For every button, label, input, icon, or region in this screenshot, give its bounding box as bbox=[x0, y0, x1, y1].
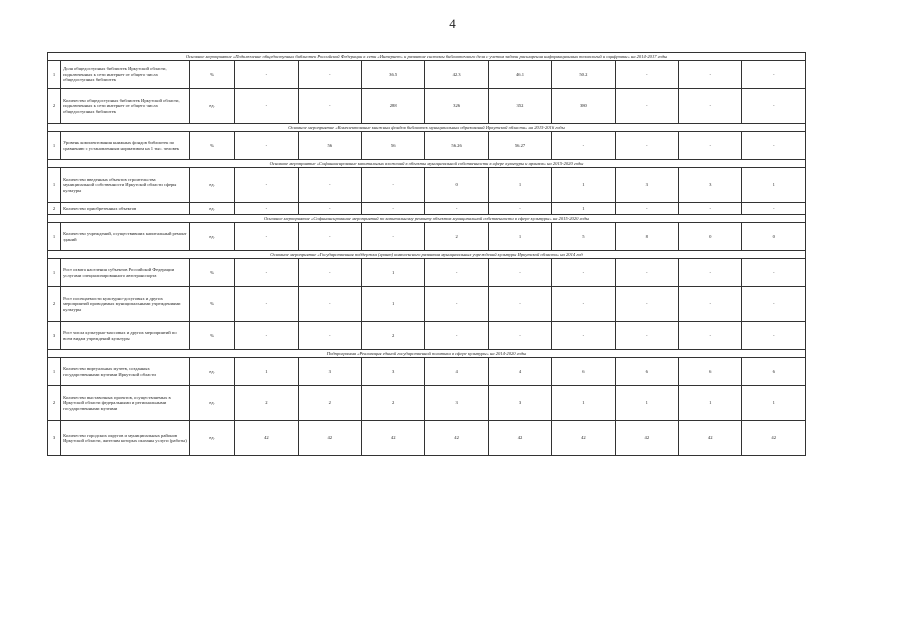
row-number: 2 bbox=[48, 287, 61, 322]
value-cell: 2 bbox=[298, 386, 361, 421]
unit-cell: % bbox=[189, 287, 234, 322]
section-title: Основное мероприятие «Подключение общедоступных библиотек Российской Федерации к сети «Интернет» и развитие системы библиотечного дела с учетом задачи расширения информационных технологий и оцифровки» на 2014-2017 годы bbox=[48, 53, 806, 61]
unit-cell: ед. bbox=[189, 386, 234, 421]
indicator-name: Количество общедоступных библиотек Иркутской области, подключенных к сети интернет от общего числа общедоступных библиотек bbox=[61, 89, 190, 124]
value-cell: - bbox=[742, 132, 806, 160]
indicator-name: Доля общедоступных библиотек Иркутской области, подключенных к сети интернет от общего числа общедоступных библиотек bbox=[61, 61, 190, 89]
value-cell: 46.1 bbox=[488, 61, 551, 89]
value-cell: - bbox=[488, 203, 551, 215]
value-cell: - bbox=[488, 259, 551, 287]
value-cell: - bbox=[298, 61, 361, 89]
value-cell: 56.27 bbox=[488, 132, 551, 160]
value-cell: 6 bbox=[615, 358, 678, 386]
value-cell: 56 bbox=[298, 132, 361, 160]
value-cell: - bbox=[298, 259, 361, 287]
value-cell: 42 bbox=[298, 421, 361, 456]
value-cell: 42 bbox=[235, 421, 298, 456]
unit-cell: ед. bbox=[189, 89, 234, 124]
value-cell: - bbox=[742, 287, 806, 322]
unit-cell: ед. bbox=[189, 421, 234, 456]
value-cell: 1 bbox=[552, 203, 615, 215]
unit-cell: % bbox=[189, 61, 234, 89]
indicator-name: Количество введенных объектов строительства муниципальной собственности Иркутской области сферы культуры bbox=[61, 168, 190, 203]
value-cell: 5 bbox=[552, 223, 615, 251]
value-cell: - bbox=[425, 287, 488, 322]
section-header-row bbox=[48, 53, 806, 61]
value-cell: 6 bbox=[742, 358, 806, 386]
row-number: 1 bbox=[48, 259, 61, 287]
indicator-name: Рост числа культурно-массовых и других мероприятий по всем видам учреждений культуры bbox=[61, 322, 190, 350]
table-row bbox=[48, 322, 806, 350]
value-cell: 1 bbox=[679, 386, 742, 421]
row-number: 1 bbox=[48, 223, 61, 251]
value-cell: - bbox=[298, 89, 361, 124]
value-cell: 56 bbox=[361, 132, 424, 160]
value-cell: - bbox=[615, 287, 678, 322]
indicator-name: Количество приобретенных объектов bbox=[61, 203, 190, 215]
value-cell: - bbox=[235, 132, 298, 160]
section-title: Основное мероприятие «Софинансирование капитальных вложений в объекты муниципальной собственности в сфере культуры и архивов» на 2015-2020 годы bbox=[48, 160, 806, 168]
value-cell: 2 bbox=[361, 386, 424, 421]
value-cell: - bbox=[679, 322, 742, 350]
value-cell: - bbox=[425, 322, 488, 350]
unit-cell: ед. bbox=[189, 223, 234, 251]
value-cell: 1 bbox=[361, 287, 424, 322]
value-cell: - bbox=[235, 259, 298, 287]
value-cell: - bbox=[235, 89, 298, 124]
value-cell: - bbox=[298, 203, 361, 215]
row-number: 2 bbox=[48, 89, 61, 124]
value-cell: - bbox=[615, 89, 678, 124]
value-cell: 6 bbox=[552, 358, 615, 386]
value-cell: 3 bbox=[615, 168, 678, 203]
value-cell: 2 bbox=[361, 322, 424, 350]
value-cell: 380 bbox=[552, 89, 615, 124]
unit-cell: % bbox=[189, 259, 234, 287]
value-cell: - bbox=[298, 287, 361, 322]
unit-cell: ед. bbox=[189, 203, 234, 215]
value-cell: 2 bbox=[235, 386, 298, 421]
section-header-row bbox=[48, 251, 806, 259]
unit-cell: ед. bbox=[189, 358, 234, 386]
value-cell: - bbox=[679, 89, 742, 124]
value-cell: 1 bbox=[235, 358, 298, 386]
row-number: 2 bbox=[48, 386, 61, 421]
indicators-table bbox=[47, 52, 806, 456]
value-cell: 42 bbox=[615, 421, 678, 456]
value-cell: - bbox=[425, 203, 488, 215]
value-cell: - bbox=[742, 259, 806, 287]
value-cell: - bbox=[298, 223, 361, 251]
value-cell: 0 bbox=[742, 223, 806, 251]
indicator-name: Количество городских округов и муниципальных районов Иркутской области, жителям которых оказаны услуги (работы) bbox=[61, 421, 190, 456]
table-row bbox=[48, 223, 806, 251]
page-number: 4 bbox=[449, 16, 456, 31]
indicator-name: Количество учреждений, осуществивших капитальный ремонт зданий bbox=[61, 223, 190, 251]
value-cell: 1 bbox=[488, 168, 551, 203]
value-cell: 3 bbox=[361, 358, 424, 386]
value-cell: 6 bbox=[679, 358, 742, 386]
section-title: Основное мероприятие «Софинансирование мероприятий по капитальному ремонту объектов муниципальной собственности в сфере культуры» на 2015-2020 годы bbox=[48, 215, 806, 223]
section-header-row bbox=[48, 160, 806, 168]
table-row bbox=[48, 89, 806, 124]
value-cell: 0 bbox=[679, 223, 742, 251]
indicator-name: Уровень комплектования книжных фондов библиотек по сравнению с установленным нормативом на 1 тыс. человек bbox=[61, 132, 190, 160]
value-cell: - bbox=[552, 287, 615, 322]
value-cell: - bbox=[615, 61, 678, 89]
value-cell: - bbox=[425, 259, 488, 287]
table-row bbox=[48, 61, 806, 89]
section-title: Подпрограмма «Реализация единой государственной политики в сфере культуры» на 2014-2020 годы bbox=[48, 350, 806, 358]
value-cell: 4 bbox=[425, 358, 488, 386]
value-cell: 1 bbox=[742, 386, 806, 421]
value-cell: 288 bbox=[361, 89, 424, 124]
value-cell: - bbox=[615, 132, 678, 160]
indicator-name: Количество виртуальных музеев, созданных государственными музеями Иркутской области bbox=[61, 358, 190, 386]
value-cell: - bbox=[742, 322, 806, 350]
value-cell: - bbox=[679, 132, 742, 160]
value-cell: - bbox=[679, 203, 742, 215]
value-cell: - bbox=[361, 168, 424, 203]
section-title: Основное мероприятие «Комплектование книжных фондов библиотек муниципальных образований Иркутской области» на 2015-2016 годы bbox=[48, 124, 806, 132]
indicator-name: Количество выставочных проектов, осуществляемых в Иркутской области федеральными и региональными государственными музеями bbox=[61, 386, 190, 421]
value-cell: 42.3 bbox=[425, 61, 488, 89]
section-header-row bbox=[48, 124, 806, 132]
value-cell: - bbox=[552, 259, 615, 287]
value-cell: - bbox=[235, 322, 298, 350]
value-cell: 4 bbox=[488, 358, 551, 386]
unit-cell: % bbox=[189, 132, 234, 160]
value-cell: - bbox=[615, 322, 678, 350]
table-row bbox=[48, 259, 806, 287]
row-number: 3 bbox=[48, 322, 61, 350]
value-cell: 1 bbox=[552, 168, 615, 203]
value-cell: 1 bbox=[742, 168, 806, 203]
value-cell: 36.5 bbox=[361, 61, 424, 89]
value-cell: - bbox=[615, 203, 678, 215]
indicator-name: Рост охвата населения субъектов Российской Федерации услугами специализированного автотранспорта bbox=[61, 259, 190, 287]
row-number: 1 bbox=[48, 132, 61, 160]
value-cell: - bbox=[679, 61, 742, 89]
value-cell: 1 bbox=[552, 386, 615, 421]
row-number: 1 bbox=[48, 168, 61, 203]
row-number: 1 bbox=[48, 358, 61, 386]
table-row bbox=[48, 168, 806, 203]
section-title: Основное мероприятие «Государственная поддержка (грант) комплексного развития муниципальных учреждений культуры Иркутской области» на 2014 год bbox=[48, 251, 806, 259]
value-cell: 1 bbox=[361, 259, 424, 287]
table-row bbox=[48, 358, 806, 386]
value-cell: 50.2 bbox=[552, 61, 615, 89]
value-cell: 352 bbox=[488, 89, 551, 124]
row-number: 1 bbox=[48, 61, 61, 89]
table-row bbox=[48, 203, 806, 215]
unit-cell: ед. bbox=[189, 168, 234, 203]
table-row bbox=[48, 132, 806, 160]
value-cell: - bbox=[235, 61, 298, 89]
value-cell: - bbox=[298, 322, 361, 350]
value-cell: - bbox=[235, 287, 298, 322]
value-cell: 3 bbox=[679, 168, 742, 203]
value-cell: 42 bbox=[488, 421, 551, 456]
table-row bbox=[48, 421, 806, 456]
value-cell: 42 bbox=[425, 421, 488, 456]
value-cell: 3 bbox=[425, 386, 488, 421]
value-cell: - bbox=[235, 223, 298, 251]
value-cell: 56.26 bbox=[425, 132, 488, 160]
value-cell: 326 bbox=[425, 89, 488, 124]
value-cell: 3 bbox=[488, 386, 551, 421]
table-row bbox=[48, 386, 806, 421]
value-cell: - bbox=[679, 259, 742, 287]
value-cell: 1 bbox=[488, 223, 551, 251]
value-cell: - bbox=[298, 168, 361, 203]
value-cell: - bbox=[361, 203, 424, 215]
value-cell: 8 bbox=[615, 223, 678, 251]
value-cell: 42 bbox=[361, 421, 424, 456]
row-number: 2 bbox=[48, 203, 61, 215]
value-cell: 1 bbox=[615, 386, 678, 421]
value-cell: - bbox=[679, 287, 742, 322]
value-cell: - bbox=[235, 203, 298, 215]
value-cell: - bbox=[488, 287, 551, 322]
unit-cell: % bbox=[189, 322, 234, 350]
value-cell: - bbox=[552, 322, 615, 350]
value-cell: 42 bbox=[679, 421, 742, 456]
value-cell: - bbox=[488, 322, 551, 350]
value-cell: 42 bbox=[552, 421, 615, 456]
value-cell: - bbox=[235, 168, 298, 203]
value-cell: - bbox=[742, 61, 806, 89]
value-cell: - bbox=[552, 132, 615, 160]
value-cell: 3 bbox=[298, 358, 361, 386]
table-row bbox=[48, 287, 806, 322]
value-cell: - bbox=[742, 203, 806, 215]
row-number: 3 bbox=[48, 421, 61, 456]
section-header-row bbox=[48, 350, 806, 358]
indicator-name: Рост посещаемости культурно-досуговых и других мероприятий проводимых муниципальными учреждениями культуры bbox=[61, 287, 190, 322]
section-header-row bbox=[48, 215, 806, 223]
value-cell: 2 bbox=[425, 223, 488, 251]
value-cell: - bbox=[615, 259, 678, 287]
value-cell: - bbox=[742, 89, 806, 124]
value-cell: 42 bbox=[742, 421, 806, 456]
value-cell: - bbox=[361, 223, 424, 251]
value-cell: 0 bbox=[425, 168, 488, 203]
